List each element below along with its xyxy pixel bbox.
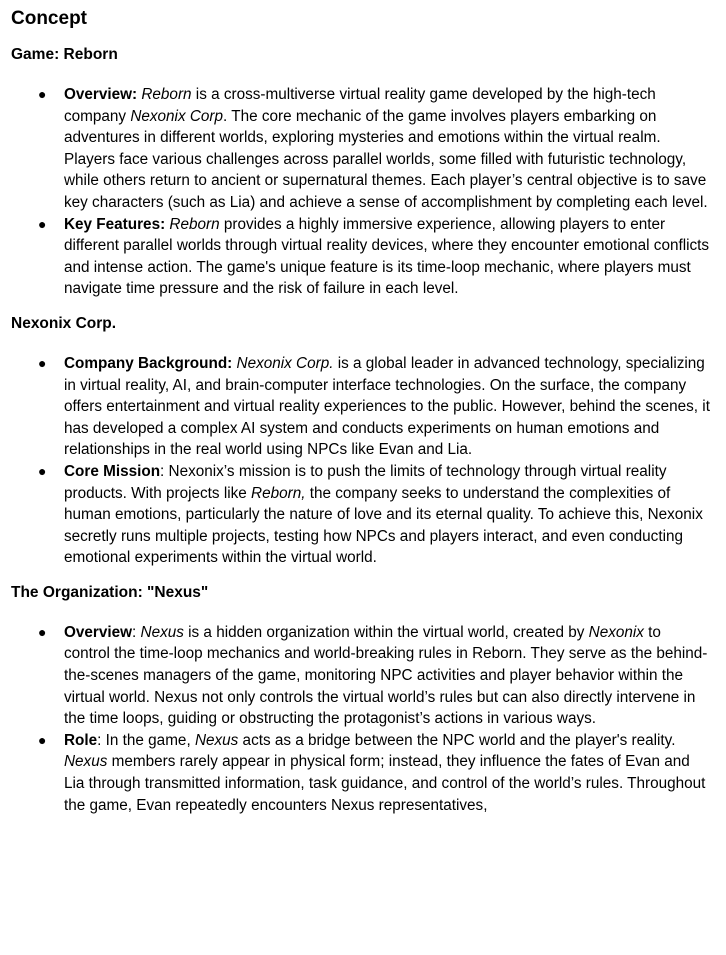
item-text: members rarely appear in physical form; instead, they influence the fates of Evan and Lia through transmitted information, task guidance, and control of the world’s rules. Throughout the game, Evan repeatedly encounters Nexus representatives, [64, 753, 706, 814]
list-item [11, 84, 711, 214]
bullet-icon: ● [38, 354, 47, 371]
item-label: Overview [64, 623, 133, 641]
italic-text: Nexonix [588, 623, 644, 641]
item-text: acts as a bridge between the NPC world and the player's reality. [238, 731, 676, 749]
section-heading: Nexonix Corp. [11, 314, 117, 332]
item-text: is a hidden organization within the virtual world, created by [183, 623, 589, 641]
item-label: Company Background: [64, 354, 233, 372]
bullet-list [11, 353, 711, 569]
italic-text: Nexus [194, 731, 239, 749]
item-text: the company seeks to understand the complexities of human emotions, particularly the nature of love and its eternal quality. To achieve this, Nexonix secretly runs multiple projects, testing how NPCs and players interact, and even conducting emotional experiments within the virtual world. [64, 484, 703, 567]
bullet-icon: ● [38, 731, 47, 748]
item-text: provides a highly immersive experience, allowing players to enter different parallel worlds through virtual reality devices, where they encounter emotional conflicts and intense action. The game's unique feature is its time-loop mechanic, where players must navigate time pressure and the risk of failure in each level. [64, 215, 710, 298]
bullet-icon: ● [38, 86, 47, 102]
italic-text: Nexus [64, 753, 108, 771]
italic-text: Reborn, [251, 484, 306, 502]
document-page [11, 7, 711, 830]
bullet-icon: ● [38, 623, 47, 640]
list-item [11, 353, 711, 461]
section-heading: The Organization: "Nexus" [11, 583, 209, 601]
list-item [11, 461, 711, 569]
italic-text: Nexonix Corp. [236, 354, 334, 372]
item-text: : Nexonix’s mission is to push the limits of technology through virtual reality products. With projects like [64, 462, 667, 502]
item-text: is a global leader in advanced technology, specializing in virtual reality, AI, and brain-computer interface technologies. On the surface, the company offers entertainment and virtual reality experiences to the public. However, behind the scenes, it has developed a complex AI system and conducts experiments on human emotions and relationships in the real world using NPCs like Evan and Lia. [64, 354, 710, 459]
list-item [11, 214, 711, 300]
italic-text: Reborn [141, 86, 192, 103]
item-text: is a cross-multiverse virtual reality game developed by the high-tech company [64, 86, 656, 125]
italic-text: Nexonix Corp [130, 107, 223, 125]
italic-text: Nexus [140, 623, 184, 641]
bullet-list [11, 622, 711, 816]
bullet-list [11, 84, 711, 300]
item-text: . The core mechanic of the game involves players embarking on adventures in different worlds, exploring mysteries and emotions within the virtual realm. Players face various challenges across parallel worlds, some filled with futuristic technology, while others return to ancient or supernatural themes. Each player’s central objective is to save key characters (such as Lia) and achieve a sense of accomplishment by completing each level. [64, 107, 708, 211]
item-label: Role [64, 731, 98, 749]
section-heading: Game: Reborn [11, 46, 118, 63]
section-game-reborn [11, 45, 711, 300]
item-label: Overview: [64, 86, 138, 103]
item-text: : In the game, [97, 731, 195, 749]
bullet-icon: ● [38, 462, 47, 479]
section-nexus-organization [11, 583, 711, 816]
italic-text: Reborn [169, 215, 220, 233]
item-text: to control the time-loop mechanics and world-breaking rules in Reborn. They serve as the behind-the-scenes managers of the game, monitoring NPC activities and player behavior within the virtual world. Nexus not only controls the virtual world’s rules but can also directly intervene in the time loops, guiding or obstructing the protagonist’s actions in various ways. [64, 623, 708, 728]
bullet-icon: ● [38, 215, 47, 232]
section-nexonix-corp [11, 314, 711, 569]
list-item [11, 622, 711, 730]
item-label: Core Mission [64, 462, 161, 480]
list-item [11, 730, 711, 816]
document-title: Concept [11, 8, 87, 29]
item-text: : [132, 623, 141, 641]
item-label: Key Features: [64, 215, 166, 233]
